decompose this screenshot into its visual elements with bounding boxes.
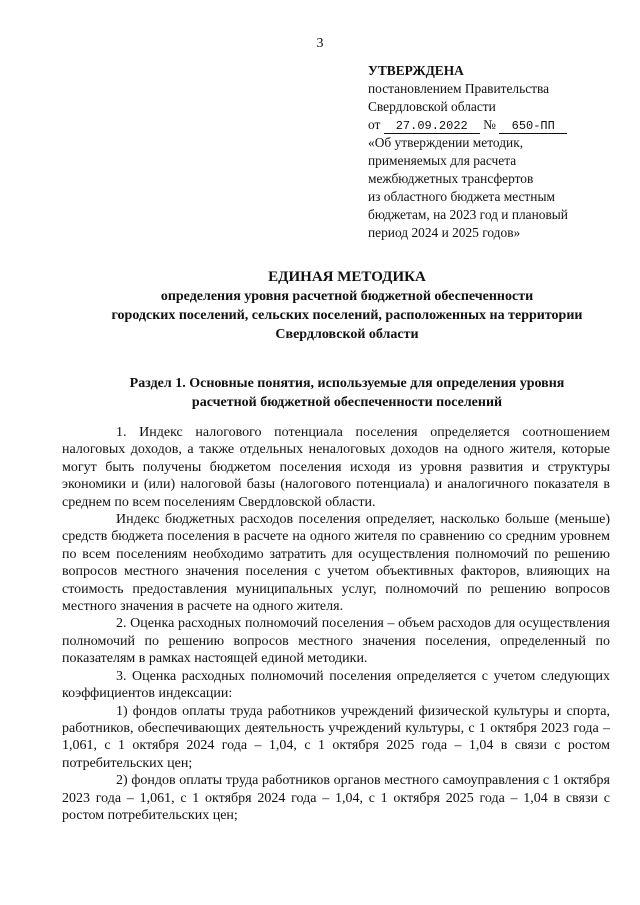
approval-number: 650-ПП: [499, 119, 567, 134]
approval-line: из областного бюджета местным: [368, 189, 555, 204]
title-line: определения уровня расчетной бюджетной обеспеченности: [160, 289, 534, 304]
approval-line: применяемых для расчета: [368, 153, 517, 168]
paragraph: 1. Индекс налогового потенциала поселения определяется соотношением налоговых доходов, а также отдельных неналоговых доходов на одного жителя, которые могут быть получены бюджетом поселения исходя из уровня развития и структуры экономики и (или) налоговой базы (налогового потенциала) и аналогичного показателя в среднем по всем поселениям Свердловской области.: [62, 425, 610, 510]
approval-line: постановлением Правительства: [368, 81, 550, 96]
approval-line: Свердловской области: [368, 99, 496, 114]
approval-line: межбюджетных трансфертов: [368, 171, 534, 186]
document-title: [60, 268, 634, 344]
document-body: [62, 424, 610, 824]
approval-line: «Об утверждении методик,: [368, 135, 524, 150]
approval-date: 27.09.2022: [384, 119, 480, 134]
number-prefix: №: [483, 117, 496, 132]
paragraph: 2) фондов оплаты труда работников органов местного самоуправления с 1 октября 2023 года – 1,061, с 1 октября 2024 года – 1,04, с 1 октября 2025 года – 1,04 в связи с ростом потребительских цен;: [62, 773, 610, 823]
section-line: Раздел 1. Основные понятия, используемые для определения уровня: [129, 376, 565, 391]
approval-line: период 2024 и 2025 годов»: [368, 225, 521, 240]
approval-heading: УТВЕРЖДЕНА: [368, 63, 464, 78]
approval-date-line: [368, 116, 618, 134]
paragraph: Индекс бюджетных расходов поселения определяет, насколько больше (меньше) средств бюджета поселения в расчете на одного жителя по сравнению со средним уровнем по всем поселениям необходимо затратить для осуществления полномочий по решению вопросов местного значения поселения с учетом объективных факторов, влияющих на стоимость предоставления муниципальных услуг, полномочий по решению вопросов местного значения в расчете на одного жителя.: [62, 512, 610, 615]
title-line: городских поселений, сельских поселений, расположенных на территории: [111, 308, 583, 323]
page-number: 3: [316, 36, 324, 51]
section-heading: [60, 374, 634, 412]
approval-block: [368, 62, 618, 242]
paragraph: 3. Оценка расходных полномочий поселения определяется с учетом следующих коэффициентов индексации:: [62, 668, 610, 702]
section-line: расчетной бюджетной обеспеченности поселений: [191, 395, 503, 410]
paragraph: 1) фондов оплаты труда работников учреждений физической культуры и спорта, работников, обеспечивающих деятельность учреждений культуры, с 1 октября 2023 года – 1,061, с 1 октября 2024 года – 1,04, с 1 октября 2025 года – 1,04 в связи с ростом потребительских цен;: [62, 703, 610, 771]
date-prefix: от: [368, 117, 381, 132]
title-line: Свердловской области: [275, 327, 419, 342]
title-main: ЕДИНАЯ МЕТОДИКА: [268, 269, 426, 285]
approval-line: бюджетам, на 2023 год и плановый: [368, 207, 568, 222]
paragraph: 2. Оценка расходных полномочий поселения – объем расходов для осуществления полномочий по решению вопросов местного значения поселения, определенный по показателям в рамках настоящей единой методики.: [62, 616, 610, 667]
